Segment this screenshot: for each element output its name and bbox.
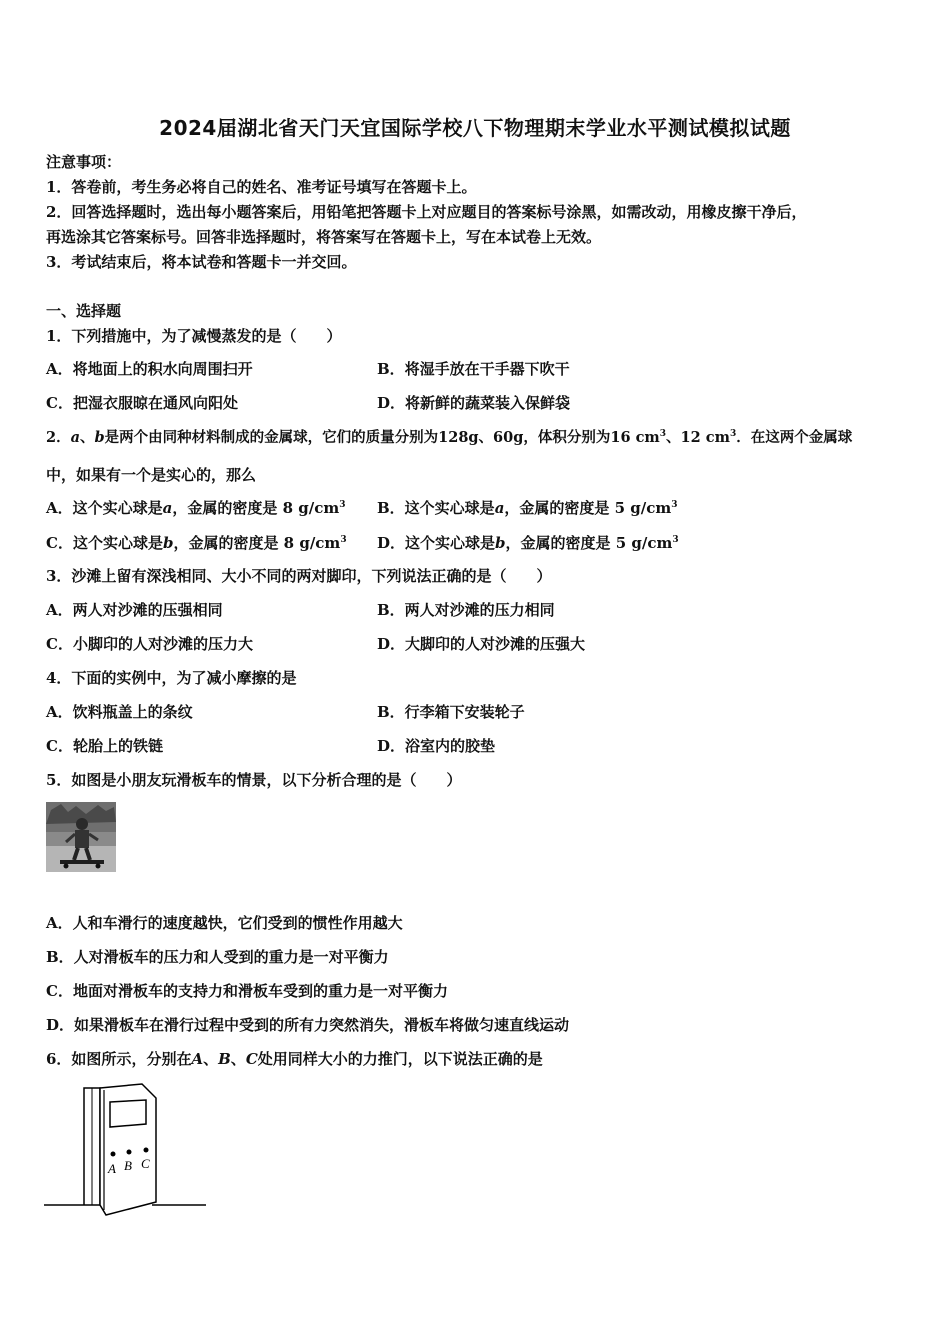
q2-sup1: 3 (659, 429, 667, 439)
notice-item-3: 3．考试结束后，将本试卷和答题卡一并交回。 (46, 253, 357, 271)
q2-number: 2． (46, 429, 71, 446)
q4-option-c: C．轮胎上的铁链 (46, 737, 163, 755)
page-title: 2024届湖北省天门天宜国际学校八下物理期末学业水平测试模拟试题 (159, 116, 791, 140)
q2-stem-part1: 是两个由同种材料制成的金属球，它们的质量分别为128g、60g，体积分别为16 cm (104, 429, 660, 446)
q5-stem: 5．如图是小朋友玩滑板车的情景，以下分析合理的是（ ） (46, 771, 462, 789)
q5-option-a: A．人和车滑行的速度越快，它们受到的惯性作用越大 (46, 914, 403, 932)
notice-heading: 注意事项： (46, 153, 122, 171)
notice-item-1: 1．答卷前，考生务必将自己的姓名、准考证号填写在答题卡上。 (46, 178, 477, 196)
q2-sup2: 3 (729, 429, 737, 439)
door-label-b: B (124, 1158, 132, 1173)
q3-option-b: B．两人对沙滩的压力相同 (377, 601, 555, 619)
q2-option-b: B．这个实心球是a，金属的密度是 5 $g/cm^3$ (377, 499, 678, 517)
q4-option-d: D．浴室内的胶垫 (377, 737, 496, 755)
q1-stem: 1．下列措施中，为了减慢蒸发的是（ ） (46, 327, 342, 345)
notice-item-2-cont: 再选涂其它答案标号。回答非选择题时，将答案写在答题卡上，写在本试卷上无效。 (46, 228, 602, 246)
skateboard-photo (46, 802, 116, 872)
q2-option-d: D．这个实心球是b，金属的密度是 5 $g/cm^3$ (377, 534, 679, 552)
q4-option-a: A．饮料瓶盖上的条纹 (46, 703, 193, 721)
q5-option-d: D．如果滑板车在滑行过程中受到的所有力突然消失，滑板车将做匀速直线运动 (46, 1016, 570, 1034)
q1-option-c: C．把湿衣服晾在通风向阳处 (46, 394, 238, 412)
q2-var-b: b (94, 429, 105, 446)
q2-stem-part2: 、12 cm (666, 429, 730, 446)
q5-option-b: B．人对滑板车的压力和人受到的重力是一对平衡力 (46, 948, 389, 966)
q2-stem (46, 428, 852, 448)
door-label-c: C (141, 1156, 150, 1171)
door-diagram (44, 1082, 214, 1222)
q4-option-b: B．行李箱下安装轮子 (377, 703, 525, 721)
q1-option-d: D．将新鲜的蔬菜装入保鲜袋 (377, 394, 571, 412)
q3-option-c: C．小脚印的人对沙滩的压力大 (46, 635, 253, 653)
q2-sep: 、 (80, 429, 95, 446)
q2-stem-part3: ．在这两个金属球 (736, 429, 853, 446)
q3-option-a: A．两人对沙滩的压强相同 (46, 601, 223, 619)
q2-stem-line2: 中，如果有一个是实心的，那么 (46, 466, 257, 484)
door-label-a: A (108, 1161, 116, 1176)
q3-option-d: D．大脚印的人对沙滩的压强大 (377, 635, 586, 653)
section-heading: 一、选择题 (46, 302, 122, 320)
q3-stem: 3．沙滩上留有深浅相同、大小不同的两对脚印，下列说法正确的是（ ） (46, 567, 552, 585)
q2-option-a: A．这个实心球是a，金属的密度是 8 $g/cm^3$ (46, 499, 346, 517)
q4-stem: 4．下面的实例中，为了减小摩擦的是 (46, 669, 297, 687)
q2-option-c: C．这个实心球是b，金属的密度是 8 $g/cm^3$ (46, 534, 347, 552)
q2-var-a: a (70, 429, 80, 446)
notice-item-2: 2．回答选择题时，选出每小题答案后，用铅笔把答题卡上对应题目的答案标号涂黑，如需改动，用橡皮擦干净后， (46, 203, 807, 221)
q1-option-a: A．将地面上的积水向周围扫开 (46, 360, 253, 378)
q1-option-b: B．将湿手放在干手器下吹干 (377, 360, 570, 378)
q6-stem: 6．如图所示，分别在A、B、C处用同样大小的力推门，以下说法正确的是 (46, 1050, 543, 1068)
q5-option-c: C．地面对滑板车的支持力和滑板车受到的重力是一对平衡力 (46, 982, 448, 1000)
